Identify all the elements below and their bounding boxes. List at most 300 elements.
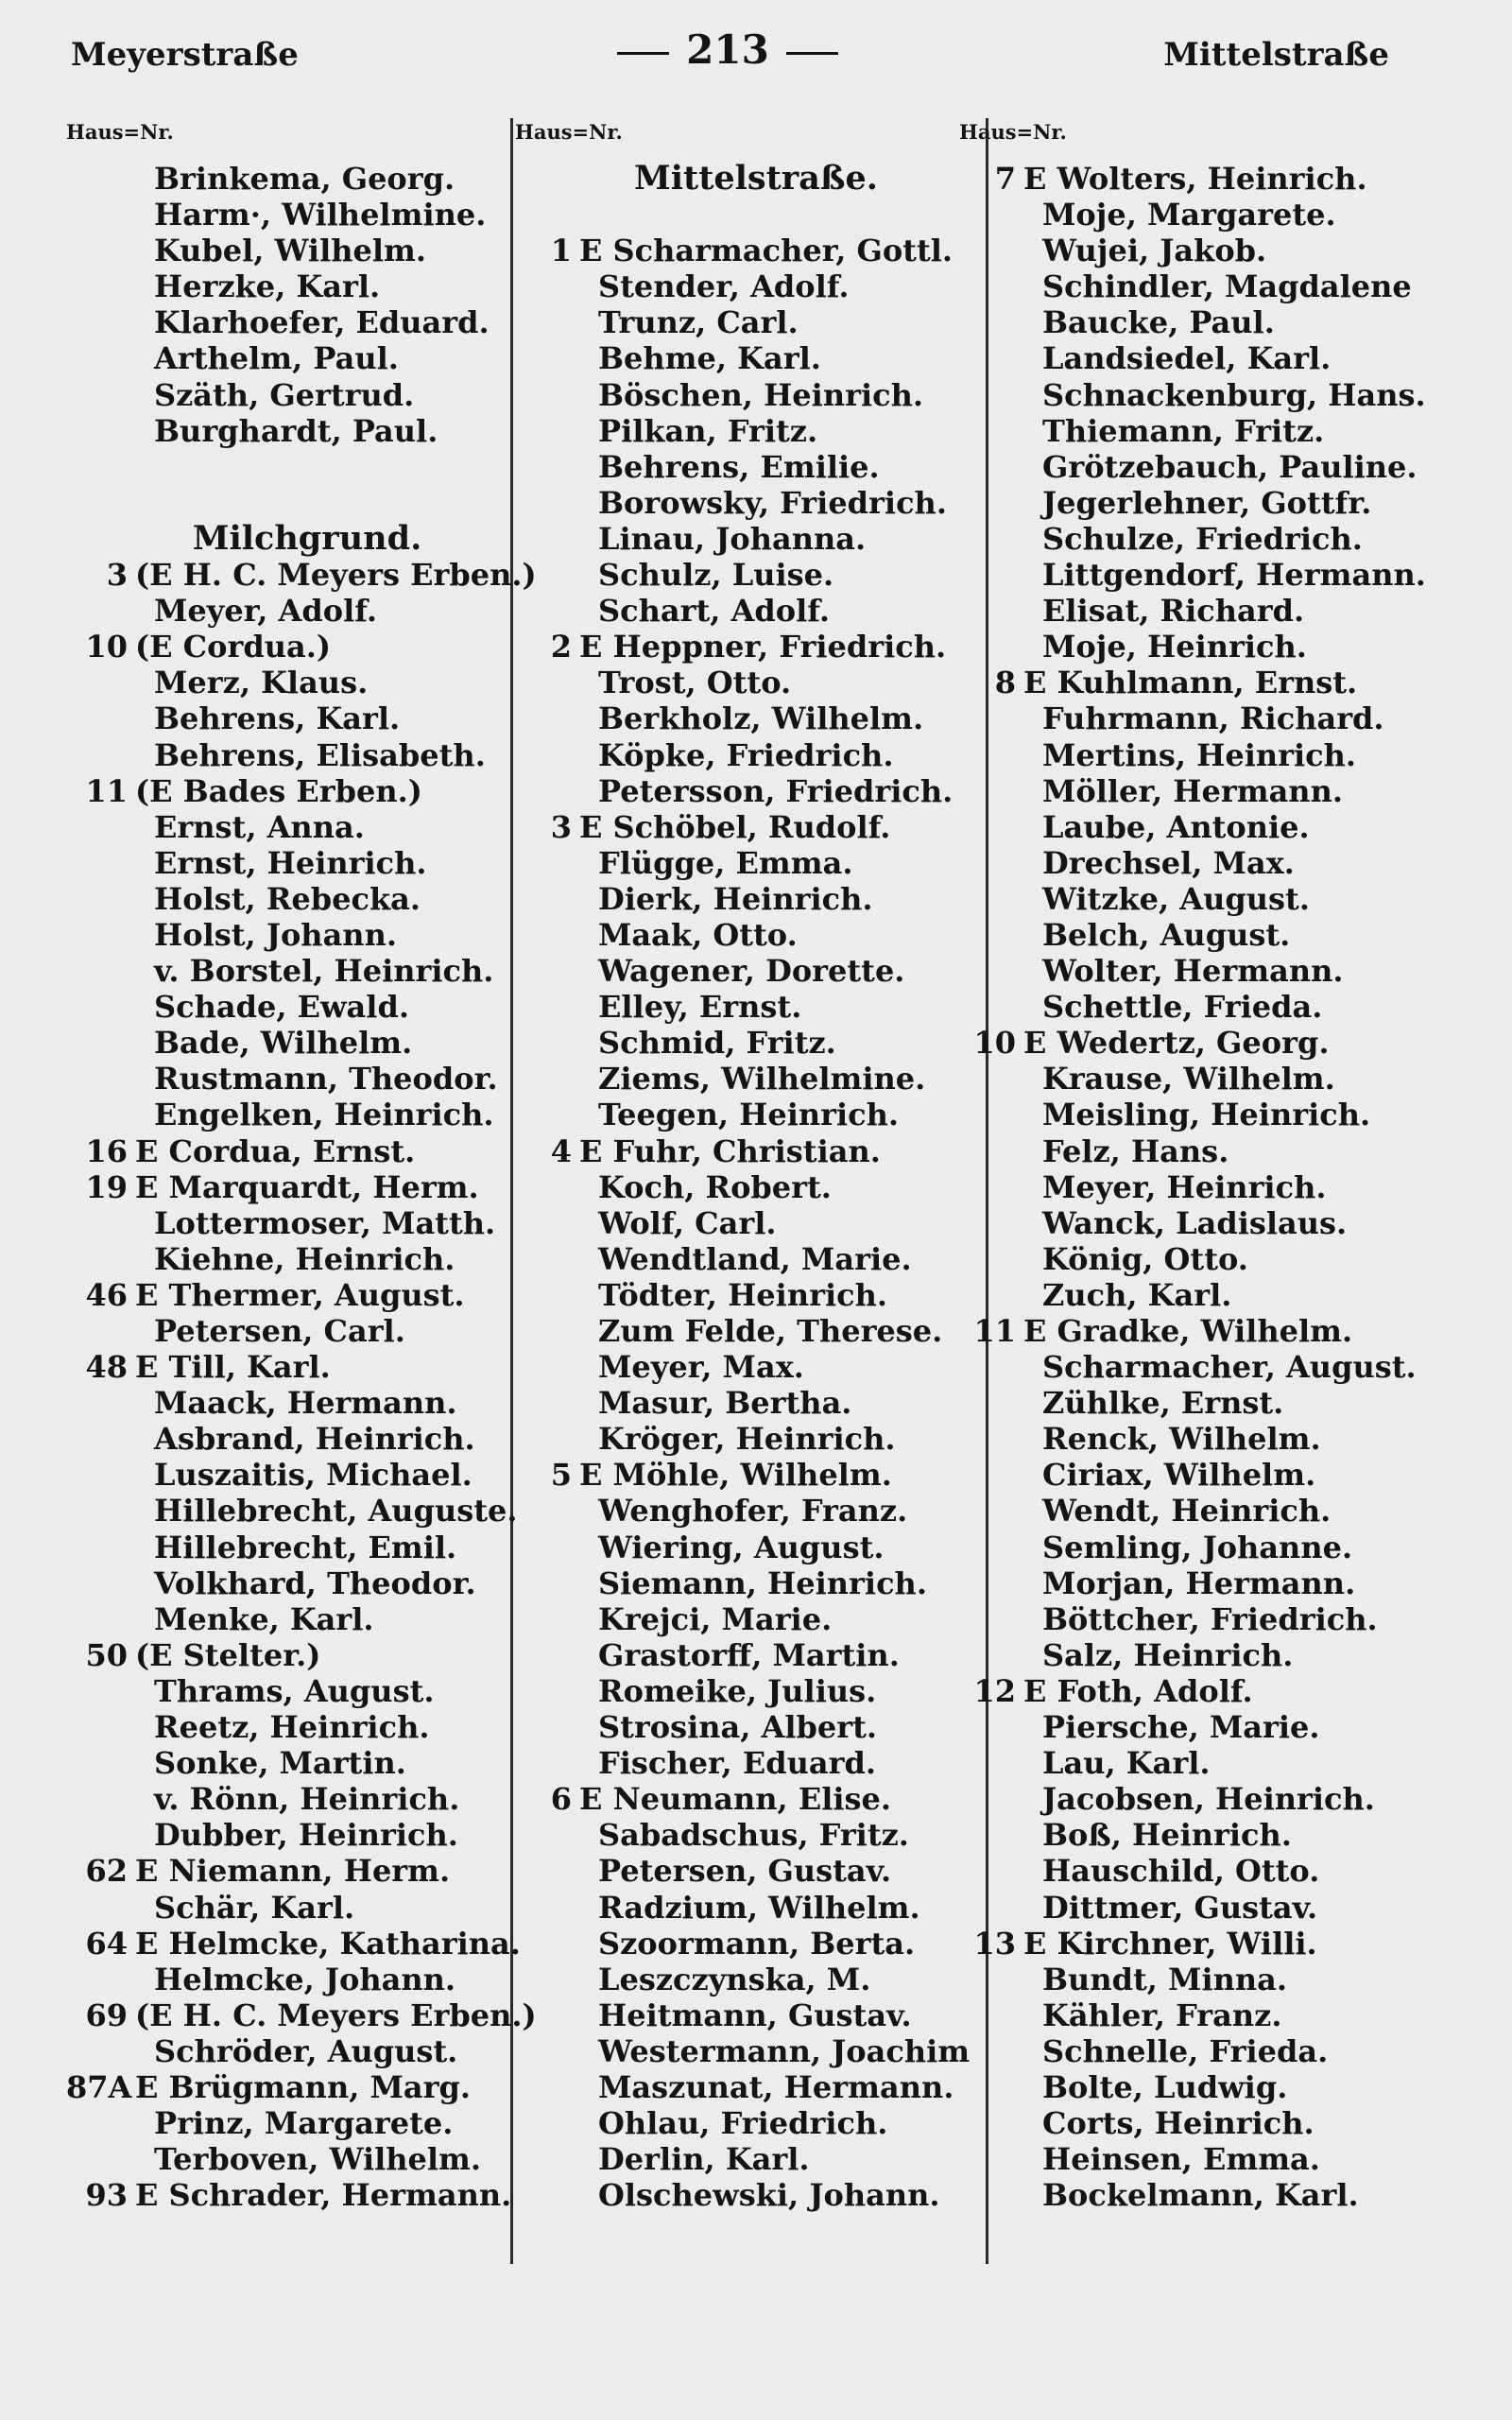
list-item bbox=[959, 1205, 1451, 1241]
house-number bbox=[959, 413, 1023, 449]
house-number bbox=[66, 1457, 135, 1493]
resident-name: Dierk, Heinrich. bbox=[598, 880, 873, 917]
resident-name: Menke, Karl. bbox=[154, 1600, 374, 1637]
resident-name: Lottermoser, Matth. bbox=[154, 1204, 496, 1241]
list-item bbox=[515, 1926, 959, 1962]
house-number: 64 bbox=[85, 1925, 128, 1962]
list-item bbox=[515, 1781, 959, 1817]
list-item bbox=[66, 1457, 510, 1493]
house-number bbox=[959, 989, 1023, 1025]
resident-name: Dubber, Heinrich. bbox=[154, 1817, 458, 1854]
house-number: 10 bbox=[973, 1025, 1016, 1062]
house-number bbox=[959, 1709, 1023, 1745]
column-3 bbox=[959, 118, 1451, 2213]
house-number: 3 bbox=[550, 808, 572, 845]
list-item bbox=[66, 1313, 510, 1349]
house-number: 6 bbox=[550, 1781, 572, 1818]
house-number: 3 bbox=[106, 557, 128, 594]
list-item bbox=[515, 1349, 959, 1385]
house-number bbox=[66, 1601, 135, 1637]
house-number bbox=[959, 449, 1023, 485]
house-number bbox=[515, 449, 579, 485]
house-number bbox=[959, 521, 1023, 557]
list-item bbox=[515, 2105, 959, 2141]
list-item bbox=[959, 809, 1451, 845]
house-number bbox=[959, 953, 1023, 989]
list-item bbox=[515, 1962, 959, 1997]
house-number bbox=[515, 268, 579, 304]
list-item bbox=[66, 1637, 510, 1673]
blank-line bbox=[66, 449, 510, 485]
list-item bbox=[515, 2069, 959, 2105]
resident-name: Fuhrmann, Richard. bbox=[1042, 700, 1384, 737]
list-item bbox=[515, 1313, 959, 1349]
running-header-right: Mittelstraße bbox=[1163, 36, 1389, 74]
resident-name: E Fuhr, Christian. bbox=[579, 1132, 881, 1169]
resident-name: Behrens, Emilie. bbox=[598, 448, 880, 485]
resident-name: E Helmcke, Katharina. bbox=[135, 1925, 521, 1962]
resident-name: Thiemann, Fritz. bbox=[1042, 412, 1325, 449]
list-item bbox=[959, 233, 1451, 268]
list-item bbox=[959, 521, 1451, 557]
list-item bbox=[66, 917, 510, 953]
house-number bbox=[515, 1530, 579, 1565]
list-item bbox=[66, 1890, 510, 1926]
list-item bbox=[515, 593, 959, 629]
list-item bbox=[959, 1349, 1451, 1385]
list-item bbox=[515, 989, 959, 1025]
list-item bbox=[959, 1133, 1451, 1169]
resident-name: Landsiedel, Karl. bbox=[1042, 340, 1332, 377]
list-item bbox=[66, 809, 510, 845]
house-number bbox=[66, 593, 135, 629]
resident-name: Grastorff, Martin. bbox=[598, 1636, 900, 1673]
house-number bbox=[959, 845, 1023, 881]
resident-name: Heitmann, Gustav. bbox=[598, 1996, 912, 2033]
list-item bbox=[66, 1962, 510, 1997]
house-number bbox=[66, 700, 135, 736]
list-item bbox=[515, 233, 959, 268]
house-number bbox=[66, 268, 135, 304]
list-item bbox=[66, 2177, 510, 2213]
house-number bbox=[515, 2177, 579, 2213]
list-item bbox=[959, 485, 1451, 521]
house-number: 62 bbox=[85, 1853, 128, 1890]
resident-name: Wendt, Heinrich. bbox=[1042, 1493, 1332, 1530]
resident-name: Teegen, Heinrich. bbox=[598, 1097, 900, 1133]
resident-name: Jacobsen, Heinrich. bbox=[1042, 1781, 1375, 1818]
resident-name: Prinz, Margarete. bbox=[154, 2105, 454, 2142]
house-number: 48 bbox=[85, 1349, 128, 1386]
list-item bbox=[515, 485, 959, 521]
list-item bbox=[66, 593, 510, 629]
resident-name: E Foth, Adolf. bbox=[1023, 1672, 1253, 1709]
list-item bbox=[66, 1061, 510, 1097]
house-number bbox=[66, 233, 135, 268]
house-number bbox=[515, 1025, 579, 1061]
resident-name: Zühlke, Ernst. bbox=[1042, 1385, 1284, 1422]
list-item bbox=[959, 377, 1451, 413]
house-number bbox=[959, 557, 1023, 593]
list-item bbox=[959, 665, 1451, 700]
list-item bbox=[959, 1241, 1451, 1277]
list-item bbox=[515, 377, 959, 413]
list-item bbox=[66, 377, 510, 413]
list-item bbox=[515, 700, 959, 736]
resident-name: Mertins, Heinrich. bbox=[1042, 736, 1357, 773]
house-number bbox=[959, 2141, 1023, 2177]
house-number bbox=[66, 1421, 135, 1457]
column-1 bbox=[66, 118, 537, 2214]
resident-name: Lau, Karl. bbox=[1042, 1745, 1211, 1782]
house-number bbox=[959, 1745, 1023, 1781]
house-number bbox=[515, 1817, 579, 1853]
list-item bbox=[959, 2033, 1451, 2069]
list-item bbox=[959, 593, 1451, 629]
house-number bbox=[515, 340, 579, 376]
house-number bbox=[959, 1530, 1023, 1565]
house-number bbox=[959, 2069, 1023, 2105]
list-item bbox=[959, 413, 1451, 449]
resident-name: (E Bades Erben.) bbox=[135, 772, 422, 809]
list-item bbox=[66, 737, 510, 773]
list-item bbox=[959, 1745, 1451, 1781]
resident-name: (E H. C. Meyers Erben.) bbox=[135, 1996, 537, 2033]
house-number bbox=[515, 2069, 579, 2105]
resident-name: Witzke, August. bbox=[1042, 880, 1310, 917]
list-item bbox=[515, 521, 959, 557]
house-number: 5 bbox=[550, 1457, 572, 1494]
resident-name: Schnelle, Frieda. bbox=[1042, 2032, 1329, 2069]
house-number: 46 bbox=[85, 1276, 128, 1313]
resident-name: Maack, Hermann. bbox=[154, 1385, 457, 1422]
resident-name: Jegerlehner, Gottfr. bbox=[1042, 484, 1372, 521]
resident-name: Dittmer, Gustav. bbox=[1042, 1889, 1318, 1926]
house-number bbox=[515, 881, 579, 917]
list-item bbox=[66, 557, 537, 594]
list-item bbox=[959, 1781, 1451, 1817]
resident-name: Bade, Wilhelm. bbox=[154, 1025, 413, 1062]
house-number bbox=[959, 1385, 1023, 1421]
resident-name: Trost, Otto. bbox=[598, 665, 792, 701]
list-item bbox=[515, 304, 959, 340]
list-item bbox=[66, 1565, 510, 1601]
resident-name: Schulz, Luise. bbox=[598, 557, 834, 594]
resident-name: Bockelmann, Karl. bbox=[1042, 2177, 1359, 2214]
house-number bbox=[959, 1962, 1023, 1997]
list-item bbox=[66, 1241, 510, 1277]
resident-name: Schart, Adolf. bbox=[598, 593, 830, 630]
resident-name: E Schrader, Hermann. bbox=[135, 2177, 512, 2214]
list-item bbox=[515, 1890, 959, 1926]
resident-name: Flügge, Emma. bbox=[598, 844, 853, 881]
list-item bbox=[515, 1565, 959, 1601]
list-item bbox=[515, 1061, 959, 1097]
list-item bbox=[959, 2177, 1451, 2213]
list-item bbox=[959, 989, 1451, 1025]
list-item bbox=[515, 1205, 959, 1241]
house-number bbox=[959, 1169, 1023, 1205]
house-number bbox=[959, 233, 1023, 268]
list-item bbox=[66, 340, 510, 376]
resident-name: Boß, Heinrich. bbox=[1042, 1817, 1292, 1854]
house-number bbox=[515, 2141, 579, 2177]
house-number: 4 bbox=[550, 1132, 572, 1169]
list-item bbox=[515, 1601, 959, 1637]
resident-name: Volkhard, Theodor. bbox=[154, 1564, 476, 1601]
resident-name: Klarhoefer, Eduard. bbox=[154, 304, 490, 341]
house-number bbox=[959, 1133, 1023, 1169]
list-item bbox=[66, 700, 510, 736]
list-item bbox=[515, 1709, 959, 1745]
house-number bbox=[66, 1061, 135, 1097]
house-number bbox=[959, 304, 1023, 340]
resident-name: Stender, Adolf. bbox=[598, 268, 850, 305]
resident-name: Kähler, Franz. bbox=[1042, 1996, 1282, 2033]
house-number: 16 bbox=[85, 1132, 128, 1169]
house-number bbox=[515, 1926, 579, 1962]
house-number bbox=[515, 377, 579, 413]
resident-name: Szoormann, Berta. bbox=[598, 1925, 916, 1962]
list-item bbox=[959, 1926, 1451, 1962]
list-item bbox=[959, 161, 1451, 197]
house-number bbox=[959, 1097, 1023, 1132]
list-item bbox=[959, 1493, 1451, 1529]
column-header-hausnr: Haus=Nr. bbox=[66, 120, 174, 144]
list-item bbox=[959, 1962, 1451, 1997]
resident-name: Westermann, Joachim bbox=[598, 2032, 971, 2069]
list-item bbox=[959, 197, 1451, 233]
house-number bbox=[515, 1385, 579, 1421]
house-number bbox=[959, 1205, 1023, 1241]
resident-name: Burghardt, Paul. bbox=[154, 412, 438, 449]
list-item bbox=[515, 340, 959, 376]
resident-name: Meyer, Heinrich. bbox=[1042, 1168, 1327, 1205]
list-item bbox=[515, 953, 959, 989]
resident-name: Pilkan, Fritz. bbox=[598, 412, 818, 449]
house-number bbox=[66, 1745, 135, 1781]
resident-name: E Niemann, Herm. bbox=[135, 1853, 451, 1890]
house-number bbox=[515, 521, 579, 557]
resident-name: Petersen, Gustav. bbox=[598, 1853, 892, 1890]
house-number bbox=[959, 1241, 1023, 1277]
resident-name: Schmid, Fritz. bbox=[598, 1025, 836, 1062]
list-item bbox=[66, 1530, 510, 1565]
resident-name: Behrens, Elisabeth. bbox=[154, 736, 486, 773]
house-number bbox=[66, 845, 135, 881]
resident-name: E Gradke, Wilhelm. bbox=[1023, 1313, 1353, 1349]
resident-name: Moje, Heinrich. bbox=[1042, 629, 1307, 666]
resident-name: Leszczynska, M. bbox=[598, 1961, 871, 1997]
list-item bbox=[959, 1890, 1451, 1926]
resident-name: Kubel, Wilhelm. bbox=[154, 233, 427, 269]
resident-name: Kröger, Heinrich. bbox=[598, 1421, 896, 1458]
resident-name: E Marquardt, Herm. bbox=[135, 1168, 479, 1205]
house-number bbox=[515, 1493, 579, 1529]
house-number bbox=[66, 2105, 135, 2141]
resident-name: Strosina, Albert. bbox=[598, 1709, 878, 1746]
resident-name: Petersson, Friedrich. bbox=[598, 772, 954, 809]
resident-name: Luszaitis, Michael. bbox=[154, 1457, 472, 1494]
house-number bbox=[515, 1601, 579, 1637]
list-item bbox=[66, 665, 510, 700]
column-2 bbox=[515, 118, 971, 2214]
list-item bbox=[515, 1277, 959, 1313]
resident-name: Bundt, Minna. bbox=[1042, 1961, 1287, 1997]
list-item bbox=[959, 304, 1451, 340]
resident-name: Salz, Heinrich. bbox=[1042, 1636, 1294, 1673]
street-name: Milchgrund. bbox=[192, 518, 422, 558]
list-item bbox=[66, 1421, 510, 1457]
house-number bbox=[515, 665, 579, 700]
resident-name: Masur, Bertha. bbox=[598, 1385, 852, 1422]
list-item bbox=[959, 1997, 1451, 2033]
resident-name: Kiehne, Heinrich. bbox=[154, 1240, 455, 1277]
list-item bbox=[959, 917, 1451, 953]
list-item bbox=[515, 1745, 959, 1781]
house-number bbox=[515, 1421, 579, 1457]
list-item bbox=[515, 1133, 959, 1169]
house-number bbox=[959, 340, 1023, 376]
list-item bbox=[515, 268, 959, 304]
resident-name: Ohlau, Friedrich. bbox=[598, 2105, 888, 2142]
resident-name: Ernst, Heinrich. bbox=[154, 844, 427, 881]
house-number bbox=[959, 1457, 1023, 1493]
house-number bbox=[959, 917, 1023, 953]
house-number bbox=[66, 1241, 135, 1277]
resident-name: E Möhle, Wilhelm. bbox=[579, 1457, 892, 1494]
list-item bbox=[66, 845, 510, 881]
house-number: 11 bbox=[85, 772, 128, 809]
resident-name: Schulze, Friedrich. bbox=[1042, 520, 1363, 557]
list-item bbox=[515, 1421, 959, 1457]
resident-name: (E Cordua.) bbox=[135, 629, 331, 666]
list-item bbox=[66, 1996, 537, 2033]
house-number bbox=[959, 1601, 1023, 1637]
house-number bbox=[66, 1565, 135, 1601]
list-item bbox=[66, 1925, 521, 1962]
list-item bbox=[66, 1205, 510, 1241]
resident-name: Merz, Klaus. bbox=[154, 665, 369, 701]
house-number bbox=[66, 1025, 135, 1061]
list-item bbox=[66, 1853, 510, 1889]
resident-name: Sabadschus, Fritz. bbox=[598, 1817, 909, 1854]
house-number bbox=[959, 197, 1023, 233]
list-item bbox=[515, 1457, 959, 1493]
house-number bbox=[959, 1277, 1023, 1313]
resident-name: Derlin, Karl. bbox=[598, 2141, 810, 2178]
resident-name: Ziems, Wilhelmine. bbox=[598, 1061, 926, 1098]
list-item bbox=[959, 268, 1451, 304]
list-item bbox=[66, 1709, 510, 1745]
resident-name: E Brügmann, Marg. bbox=[135, 2068, 472, 2105]
list-item bbox=[959, 953, 1451, 989]
house-number bbox=[515, 917, 579, 953]
list-item bbox=[66, 2033, 510, 2069]
house-number bbox=[66, 917, 135, 953]
house-number bbox=[959, 2033, 1023, 2069]
list-item bbox=[66, 268, 510, 304]
resident-name: Tödter, Heinrich. bbox=[598, 1276, 887, 1313]
list-item bbox=[515, 773, 959, 809]
resident-name: Holst, Rebecka. bbox=[154, 880, 421, 917]
blank-line bbox=[515, 197, 959, 233]
list-item bbox=[959, 881, 1451, 917]
house-number bbox=[66, 665, 135, 700]
resident-name: Holst, Johann. bbox=[154, 916, 397, 953]
list-item bbox=[959, 1817, 1451, 1853]
house-number bbox=[66, 377, 135, 413]
resident-name: E Kirchner, Willi. bbox=[1023, 1925, 1317, 1962]
resident-name: Wanck, Ladislaus. bbox=[1042, 1204, 1348, 1241]
resident-name: Petersen, Carl. bbox=[154, 1313, 405, 1349]
house-number bbox=[959, 1997, 1023, 2033]
resident-name: Maak, Otto. bbox=[598, 916, 798, 953]
resident-name: Behme, Karl. bbox=[598, 340, 821, 377]
street-name: Mittelstraße. bbox=[634, 159, 878, 198]
house-number bbox=[515, 1565, 579, 1601]
house-number bbox=[515, 2105, 579, 2141]
house-number bbox=[66, 809, 135, 845]
house-number bbox=[515, 413, 579, 449]
house-number bbox=[515, 304, 579, 340]
house-number bbox=[515, 1745, 579, 1781]
list-item bbox=[66, 629, 510, 665]
house-number bbox=[959, 1637, 1023, 1673]
resident-name: Köpke, Friedrich. bbox=[598, 736, 894, 773]
house-number bbox=[515, 1349, 579, 1385]
house-number bbox=[66, 989, 135, 1025]
house-number bbox=[66, 161, 135, 197]
resident-name: v. Borstel, Heinrich. bbox=[154, 953, 494, 990]
list-item bbox=[66, 413, 510, 449]
house-number: 69 bbox=[85, 1996, 128, 2033]
list-item bbox=[66, 881, 510, 917]
resident-name: E Scharmacher, Gottl. bbox=[579, 233, 954, 269]
house-number bbox=[959, 773, 1023, 809]
list-item bbox=[959, 1025, 1451, 1061]
list-item bbox=[515, 737, 959, 773]
house-number bbox=[959, 700, 1023, 736]
resident-name: Asbrand, Heinrich. bbox=[154, 1421, 475, 1458]
house-number bbox=[66, 1385, 135, 1421]
resident-name: Schröder, August. bbox=[154, 2032, 458, 2069]
list-item bbox=[959, 737, 1451, 773]
resident-name: Böttcher, Friedrich. bbox=[1042, 1600, 1378, 1637]
list-item bbox=[66, 953, 510, 989]
house-number bbox=[66, 340, 135, 376]
house-number bbox=[959, 2105, 1023, 2141]
resident-name: Schettle, Frieda. bbox=[1042, 989, 1323, 1026]
list-item bbox=[959, 1673, 1451, 1709]
list-item bbox=[66, 1349, 510, 1385]
list-item bbox=[959, 629, 1451, 665]
list-item bbox=[515, 557, 959, 593]
house-number bbox=[959, 2177, 1023, 2213]
resident-name: Wenghofer, Franz. bbox=[598, 1493, 908, 1530]
resident-name: Zuch, Karl. bbox=[1042, 1276, 1232, 1313]
list-item bbox=[66, 989, 510, 1025]
list-item bbox=[66, 773, 510, 809]
resident-name: Scharmacher, August. bbox=[1042, 1349, 1417, 1386]
list-item bbox=[515, 845, 959, 881]
house-number: 8 bbox=[994, 665, 1016, 701]
page-number-text: 213 bbox=[686, 26, 769, 73]
house-number bbox=[66, 1097, 135, 1132]
list-item bbox=[959, 700, 1451, 736]
list-item bbox=[515, 2032, 971, 2069]
house-number bbox=[66, 197, 135, 233]
